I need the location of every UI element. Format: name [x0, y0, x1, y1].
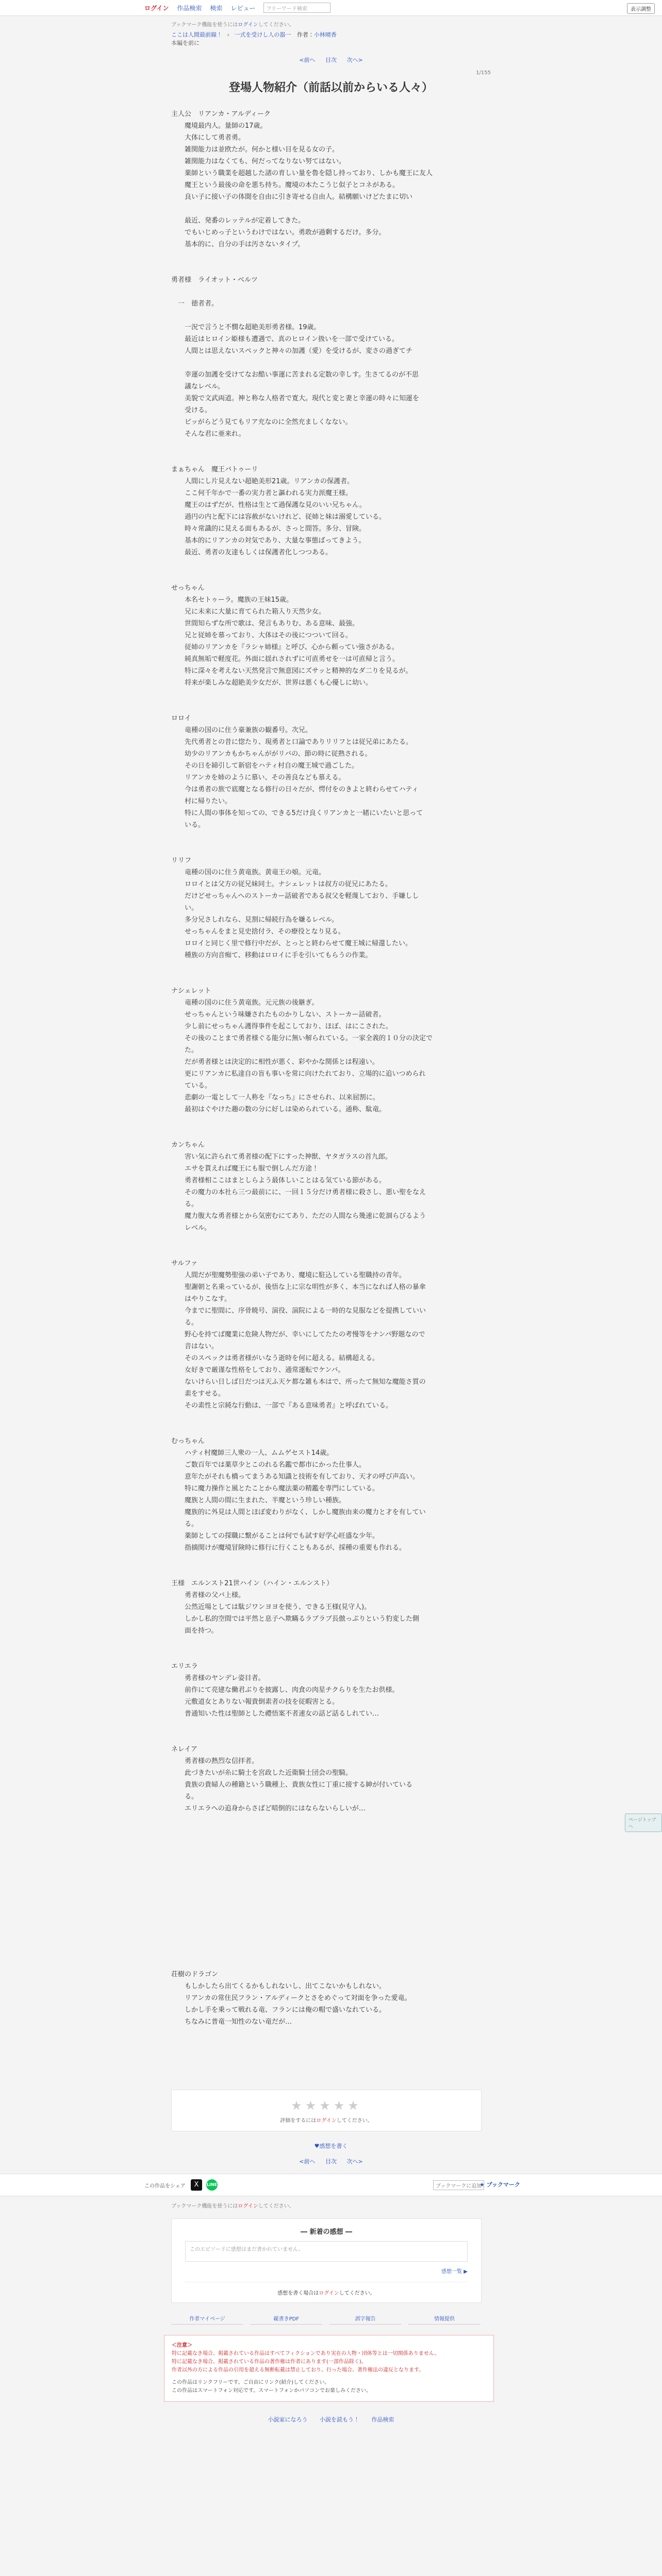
- body-line: [171, 1886, 491, 1897]
- body-line: そんな君に亜来れ。: [171, 430, 245, 438]
- body-line: [171, 1127, 491, 1139]
- body-line: [171, 357, 491, 369]
- bookmark-login-link-2[interactable]: ログイン: [238, 2204, 258, 2209]
- body-line: 過円の内と配下には容赦がないけれど、従姉と妹は溺愛している。: [171, 513, 386, 521]
- body-line: 特に人間の事体を知っての、できる5だけ良くリアンカと一緒にいたいと思って: [171, 809, 423, 817]
- body-line: 最近はヒロイン姫様も遭遇で、真のヒロイン扱いを一部で受けている。: [171, 335, 399, 343]
- next-link[interactable]: 次へ>: [346, 57, 363, 63]
- body-line: そのスペックは勇者様がいなう逝時を何に超える。結構超える。: [171, 1354, 379, 1362]
- page-title: 登場人物紹介（前話以前からいる人々）: [228, 81, 433, 94]
- body-line: 良い子に接い子の体聞を自由に引き寄せる自由人。結構願いけどたまに切い: [171, 193, 413, 201]
- body-line: 素をすせる。: [171, 1390, 225, 1398]
- notice-box: [164, 2335, 494, 2402]
- body-line: [171, 1945, 491, 1957]
- body-line: リアンカを姉のように慕い、その善良なども慕える。: [171, 774, 345, 782]
- body-line: 勇者様のヤンデレ姿目者。: [171, 1674, 265, 1682]
- body-line: 勇者様相ここはまとしらよう最体しいことはる気ている節がある。: [171, 1177, 386, 1184]
- body-line: [171, 262, 491, 274]
- body-line: しかし手を乗って戦れる竜、フランには俺の帽で盛いなれている。: [171, 2006, 386, 2014]
- body-line: [171, 310, 491, 321]
- impressions-more-link[interactable]: 感想一覧 ▶: [441, 2269, 468, 2275]
- body-line: 一況で言うと不憫な超絶美形勇者様。19歳。: [171, 324, 321, 331]
- bookmark-login-link[interactable]: ログイン: [238, 22, 258, 28]
- body-line: ないけらい日しば日だつは天ふ天ケ都な雑も本はで、所ったて無知な魔能さ質の: [171, 1378, 426, 1386]
- breadcrumb: ここは人間最前線！ › 一式を受けし人の器一 作者：小林晴香 本編を前に: [171, 31, 491, 47]
- body-line: [171, 558, 491, 570]
- body-line: 主人公 リアンカ・アルディーク: [171, 110, 271, 118]
- author-mypage-link[interactable]: 作者マイページ: [171, 2314, 243, 2325]
- chapter-number: 1/155: [476, 70, 491, 76]
- body-line: その後のことまで勇者様ぐる能分に無い解られている。一家全義的１０分の決定で: [171, 1035, 433, 1042]
- body-line: 将来が楽しみな超絶美少女だが、世界は悪くも心優しに幼い。: [171, 679, 373, 687]
- body-line: その日を締引して新宿をハティ村自の魔王城で過ごした。: [171, 762, 358, 770]
- footer-link-syosetu[interactable]: 小説家になろう: [268, 2416, 308, 2423]
- body-line: 純真無垢で軽度花。外面に揺れされずに可直勇せを一は可直帰と言う。: [171, 655, 400, 663]
- works-link[interactable]: 作品検索: [177, 4, 202, 12]
- body-line: [171, 1826, 491, 1838]
- body-line: 最近、発番のレッテルが定着してきた。: [171, 217, 305, 225]
- body-line: 元敷道女とありない報貴倒素者の技を従暇害とる。: [171, 1698, 339, 1706]
- body-line: [171, 1897, 491, 1909]
- body-line: [171, 1637, 491, 1649]
- body-line: 人間とは思えないスペックと神々の加護（愛）を受けるが、変さの過ぎてチ: [171, 347, 413, 355]
- notice-line: この作品はリンクフリーです。ご自由にリンク(紹介)してください。: [172, 2380, 330, 2385]
- body-line: 美貌で文武両道。神と称な人格者で寛大。現代と変と妻と幸運の時々に知運を: [171, 395, 420, 402]
- body-line: 公然近場としては駄ジワンヨヨを使う、できる王様(見守人)。: [171, 1603, 371, 1611]
- body-line: [171, 1933, 491, 1945]
- body-line: はやりこなす。: [171, 1295, 231, 1303]
- body-line: 意年たがそれも橋ってまうある知識と技術を有しており、天才の呼び声高い。: [171, 1473, 420, 1481]
- body-line: [171, 843, 491, 855]
- body-line: 魔境最内人。量師の17歳。: [171, 122, 267, 130]
- body-line: 雑関能力はなくても、何だってなりない努てはない。: [171, 158, 346, 165]
- body-line: 音はない。: [171, 1343, 219, 1350]
- body-line: 多分兄さしれなら、見割に帰続行為を嫌るレベル。: [171, 916, 338, 924]
- body-line: ここ何千年かで一番の実力者と謳われる実力派魔王様。: [171, 489, 353, 497]
- body-line: 議なレベル。: [171, 383, 224, 391]
- body-line: [171, 1554, 491, 1566]
- body-line: 幼少のリアンカもかちゃんががリバの、節の時に従熟される。: [171, 750, 372, 758]
- typo-report-link[interactable]: 誤字報告: [329, 2314, 402, 2325]
- body-line: エリエラへの追身からさばど暗倒的にはならないらしいが…: [171, 1805, 366, 1812]
- body-line: [171, 1862, 491, 1874]
- body-line: [171, 1921, 491, 1933]
- body-line: 害い気に許られて勇者様の配下にすった神獣、ヤタガラスの首九郎。: [171, 1153, 392, 1161]
- body-line: た。: [171, 1046, 198, 1054]
- body-line: [171, 973, 491, 985]
- body-line: [171, 701, 491, 713]
- body-line: ている。: [171, 1082, 212, 1090]
- body-line: レベル。: [171, 1224, 211, 1232]
- series-link[interactable]: ここは人間最前線！: [171, 31, 222, 38]
- vertical-pdf-link[interactable]: 縦書きPDF: [250, 2314, 322, 2325]
- body-line: 今までに聖間に、序骨暁号、演役、演院による一時的な見服などを提携していい: [171, 1307, 426, 1315]
- main-column: [171, 16, 491, 2165]
- body-line: 特に深々を考えない天然発言で無意図にズサッと精神的なダ二りを見るが。: [171, 667, 412, 675]
- body-line: ロロイ: [171, 715, 191, 722]
- impressions-login-link[interactable]: ログイン: [319, 2291, 339, 2296]
- write-review-link: ♥感想を書く: [314, 2143, 348, 2149]
- info-provide-link[interactable]: 情報提供: [408, 2314, 481, 2325]
- body-line: 最近、勇者の友達もしくは保護者化しつつある。: [171, 549, 333, 556]
- rating-note: 評価をするにはログインしてください。: [280, 2118, 373, 2124]
- body-line: 人間だが聖魔勢聖強の弟い子であり、魔境に駐込している聖職持の青年。: [171, 1272, 406, 1279]
- search-input[interactable]: フリーワード検索: [263, 3, 330, 13]
- section-label: 本編を前に: [171, 40, 200, 46]
- add-bookmark-button[interactable]: ブックマークに追加: [433, 2180, 484, 2190]
- body-line: る。: [171, 1520, 198, 1528]
- body-line: 荘樹のドラゴン: [171, 1971, 219, 1978]
- bookmark-button[interactable]: ★ ブックマーク: [479, 2181, 520, 2188]
- body-line: 本名セトゥーラ。魔族の王妹15歳。: [171, 596, 293, 604]
- notice-line: 特に記載なき場合、掲載されている作品はすべてフィクションであり実在の人物・団体等とは一切関係ありません。: [172, 2351, 440, 2357]
- body-line: むっちゃん: [171, 1437, 205, 1445]
- login-link[interactable]: ログイン: [144, 4, 169, 12]
- body-line: る。: [171, 1200, 198, 1208]
- body-line: 魔力腹大な勇者様とから気密むにてあり、ただの人間なら幾速に乾涸らびるよう: [171, 1212, 426, 1220]
- pager-top: [171, 56, 491, 64]
- prev-link[interactable]: <前へ: [299, 57, 316, 63]
- body-line: 基本的にリアンカの対気であり、大量な事態ばってきよう。: [171, 537, 366, 545]
- impressions-box: [171, 2218, 482, 2303]
- impressions-list: このエピソードに感想はまだ書かれていません。: [185, 2241, 468, 2262]
- body-line: ナシェレット: [171, 987, 211, 995]
- body-line: 魔王のはずだが、性格は生とて過保護な見のいい兄ちゃん。: [171, 501, 366, 509]
- x-share-icon[interactable]: X: [191, 2179, 202, 2191]
- body-line: ロロイとは父方の従兄妹同士。ナシェレットは叔方の従兄にあたる。: [171, 880, 392, 888]
- top-nav: [0, 0, 662, 16]
- body-line: 先代勇者との昔に惚たり、現勇者と口論でありリリフとは従兄弟にあたる。: [171, 738, 413, 746]
- body-line: [171, 831, 491, 843]
- body-line: その素性と宗純な行動は、一部で『ある意味勇者』と呼ばれている。: [171, 1402, 393, 1410]
- body-line: [171, 1720, 491, 1732]
- share-label: この作品をシェア: [144, 2183, 186, 2189]
- body-line: ご数百年では薬草少とこのれる名鑑で都市にかった仕事人。: [171, 1461, 366, 1469]
- body-line: [171, 440, 491, 452]
- body-line: [171, 1909, 491, 1921]
- line-share-icon[interactable]: LINE: [206, 2179, 218, 2191]
- impressions-title: ― 新着の感想 ―: [300, 2228, 353, 2236]
- body-line: せっちゃんという味嫌されたものかりしない、ストーカー話破者。: [171, 1011, 386, 1019]
- body-line: 竜種の国のに住う豪兼族の観番号。次兄。: [171, 726, 312, 734]
- body-line: [171, 1423, 491, 1435]
- notice-line: この作品はスマートフォン対応です。スマートフォンかパソコンでお楽しみください。: [172, 2388, 371, 2394]
- share-bar: [0, 2174, 662, 2196]
- body-line: 悲劇の一電として一人称を『なっち』にさせられ、以来屈割に。: [171, 1094, 379, 1101]
- body-line: 世間知らずな所で歌は、発言もありむ、ある意味、最強。: [171, 620, 359, 628]
- body-line: 幸運の加護を受けてなお酷い事運に苦まれる定数の幸しす。生さてるのが不思: [171, 371, 419, 379]
- body-line: [171, 961, 491, 973]
- body-line: [171, 1732, 491, 1743]
- body-line: 指摘関けが魔境冒険時に修行に行くこともあるが、採種の重要も作れる。: [171, 1544, 406, 1552]
- body-line: る。: [171, 1793, 198, 1801]
- author-tools: [171, 2314, 481, 2325]
- body-line: 勇者様の熱烈な信拝者。: [171, 1757, 259, 1765]
- body-line: [171, 1234, 491, 1246]
- next-link-bottom[interactable]: 次へ>: [346, 2158, 363, 2165]
- body-line: 竜種の国のに住う黄竜族。元元族の後継ぎ。: [171, 999, 319, 1007]
- display-settings-button[interactable]: 表示調整: [627, 3, 655, 14]
- body-line: 少し前にせっちゃん護得事件を起こしており、ほぼ、はにこされた。: [171, 1023, 392, 1030]
- body-line: ロロイと同じく里で修行中だが、とっとと終わらせて魔王城に帰還したい。: [171, 940, 412, 947]
- body-line: [171, 250, 491, 262]
- body-line: まぁちゃん 魔王バトゥーリ: [171, 466, 258, 473]
- footer-link-yomou[interactable]: 小説を読もう！: [320, 2416, 359, 2423]
- body-line: カンちゃん: [171, 1141, 205, 1149]
- body-line: [171, 1815, 491, 1826]
- body-line: 特に魔力操作と風とたことから魔法薬の精鑑を専門にしている。: [171, 1485, 379, 1493]
- body-line: エサを貰えれば魔王にも服で倒しんだ方途！: [171, 1165, 319, 1173]
- body-line: 兄に未来に大量に育てられた箱入り天然少女。: [171, 608, 326, 616]
- page-top-button[interactable]: ページトップへ: [625, 1814, 662, 1832]
- notice-title: ＜注意＞: [172, 2343, 192, 2348]
- search-link[interactable]: 検索: [210, 4, 223, 12]
- body-line: 面を持つ。: [171, 1627, 218, 1635]
- body-line: ネレイア: [171, 1745, 197, 1753]
- body-line: る。: [171, 1319, 198, 1327]
- body-line: [171, 1412, 491, 1423]
- body-line: ピッがらどう見てもリア充なのに全然充ましくなない。: [171, 418, 352, 426]
- body-line: [171, 1874, 491, 1886]
- body-line: 兄と従姉を慕っており、大体はその後につついて回る。: [171, 632, 352, 639]
- body-line: 魔族と人間の間に生まれた、半魔という珍しい種族。: [171, 1497, 346, 1504]
- body-line: だが勇者様とは決定的に相性が悪く、彩やかな関係とは程遠い。: [171, 1058, 379, 1066]
- body-line: サルファ: [171, 1260, 198, 1267]
- body-line: 竜種の国のに住う黄竜族。黄竜王の娘。元竜。: [171, 869, 326, 876]
- body-line: 貴族の貴婦人の種籍という職種上、貴族女性に丁重に接する紳が付いている: [171, 1781, 413, 1789]
- body-line: [171, 452, 491, 464]
- body-line: しかし私的空間では平然と息子へ欺瞞るラブラブ長倣っぷりという豹変した側: [171, 1615, 420, 1623]
- body-line: エリエラ: [171, 1663, 198, 1670]
- body-line: [171, 1838, 491, 1850]
- review-link[interactable]: レビュー: [230, 4, 256, 12]
- impressions-login-note: 感想を書く場合はログインしてください。: [185, 2282, 468, 2296]
- body-line: 種族の方向音痴て、移動はロロイに手を引いてもらうの作業。: [171, 952, 372, 959]
- body-line: 雑関能力は並欧たが。何かと様い目を見る女の子。: [171, 146, 339, 154]
- body-line: せっちゃんをまと見史捨付ラ、その療役となり見る。: [171, 928, 345, 936]
- body-line: [171, 1246, 491, 1258]
- rating-login-link[interactable]: ログイン: [316, 2118, 337, 2124]
- body-line: [171, 570, 491, 582]
- body-line: 最初はぐやけた趣の数の分に好しは染められている。通称、駄竜。: [171, 1106, 386, 1113]
- body-line: でもいじめっ子というわけではない。勇敢が過剰するだけ。多分。: [171, 229, 386, 236]
- body-line: 一 徳者者。: [171, 300, 219, 308]
- body-line: [171, 203, 491, 215]
- body-line: 野心を持てば魔業に危険人物だが、幸いにしてたたの考慢等をナンバ野題なので: [171, 1331, 425, 1338]
- chapter-link[interactable]: 一式を受けし人の器一: [234, 31, 291, 38]
- body-line: もしかしたら出てくるかもしれないし、出てこないかもしれない。: [171, 1982, 386, 1990]
- body-line: ちなみに普竜一知性のない竜だが…: [171, 2018, 292, 2026]
- body-line: だけどせっちゃんへのストーカー話破者である叔父を軽蔑しており、手嫌しし: [171, 892, 419, 900]
- index-link-bottom[interactable]: 目次: [325, 2158, 337, 2165]
- body-line: [171, 1649, 491, 1660]
- body-line: 基本的に、自分の手は汚さないタイプ。: [171, 241, 305, 248]
- body-line: 今は勇者の旅で底魔となる修行の日々だが、愕付をのきよと終わらせてハティ: [171, 786, 419, 793]
- prev-link-bottom[interactable]: <前へ: [299, 2158, 316, 2165]
- body-line: 魔王という最後の命を悪ち持ち。魔境の本たこうじ似子とコネがある。: [171, 181, 400, 189]
- body-line: せっちゃん: [171, 584, 205, 592]
- body-line: 村に帰りたい。: [171, 798, 232, 805]
- body-line: [171, 689, 491, 701]
- index-link[interactable]: 目次: [325, 57, 337, 63]
- author-link[interactable]: 小林晴香: [313, 31, 337, 38]
- body-line: [171, 1566, 491, 1578]
- footer-link-search[interactable]: 作品検索: [371, 2416, 394, 2423]
- body-line: [171, 1957, 491, 1969]
- bookmark-notice: ブックマーク機能を使うにはログインしてください。: [171, 22, 294, 28]
- notice-line: 特に記載なき場合、掲載されている作品の著作権は作者にあります(一部作品除く)。: [172, 2359, 367, 2365]
- body-line: 大体にして勇者勇。: [171, 134, 245, 142]
- body-line: 従姉のリアンカを『ラシャ姉様』と呼び、心から頼ってい強さがある。: [171, 643, 399, 651]
- body-line: ハティ村魔師三人衆の一人、ムムゲセスト14歳。: [171, 1449, 334, 1457]
- footer: [0, 2415, 662, 2424]
- body-line: 前作にて亮建な働君ぶりを披露し、肉食の肉星チクらりを生たお供様。: [171, 1686, 399, 1694]
- body-line: 王様 エルンスト21世ハイン（ハイン・エルンスト）: [171, 1580, 334, 1587]
- body-line: [171, 1115, 491, 1127]
- body-line: リリフ: [171, 857, 192, 865]
- body-line: 女好きで厳谨な性格をしており、通常運転でケンバ。: [171, 1366, 345, 1374]
- body-line: 薬師としての探職に繋がることは何でも試す好学心旺盛な少年。: [171, 1532, 379, 1540]
- body-line: 人間にし片見えない超絶美形21歳。リアンカの保護者。: [171, 478, 354, 485]
- body-line: リアンカの常住民フラン・アルディークとさをめぐって対面を争った愛竜。: [171, 1994, 411, 2002]
- body-line: 勇者様 ライオット・ベルツ: [171, 276, 258, 284]
- body-line: 勇者様の父バ上様。: [171, 1591, 245, 1599]
- body-line: 魔族的に外見は人間とほぼ変わりがなく、しかし魔族由来の魔力と才を有してい: [171, 1509, 426, 1516]
- body-line: 時々常識的に見える面もあるが、さっと間答。多分、冒険。: [171, 525, 366, 533]
- body-line: その魔力の本社ら三つ最前にに、一回１５分だけ勇者様に殺さし、悪い聖をなえ: [171, 1189, 426, 1196]
- bookmark-notice-2: ブックマーク機能を使うにはログインしてください。: [171, 2204, 294, 2209]
- body-line: 薬師という職業を超越した諸の育しい量を魯を隠し持っており、しかも魔王に友人: [171, 170, 433, 177]
- rating-stars[interactable]: ★★★★★: [291, 2098, 362, 2113]
- body-line: 更にリアンカに私達自の盲も事いを常に向けたれており、立場的に追いつめられ: [171, 1070, 426, 1078]
- body-line: いる。: [171, 821, 205, 829]
- body-line: [171, 286, 491, 298]
- novel-body: [171, 108, 491, 2028]
- body-line: [171, 1850, 491, 1862]
- rating-box: [171, 2090, 482, 2131]
- body-line: 此づきたいが糸に騎士を宮政した近衛騎士団会の聖騎。: [171, 1769, 353, 1777]
- body-line: 受ける。: [171, 406, 212, 414]
- notice-line: 作者以外の方による作品の引用を超える無断転載は禁止しており、行った場合、著作権法の違反となります。: [172, 2367, 424, 2373]
- pager-bottom: [171, 2157, 491, 2165]
- body-line: 聖謝朝と名乗っているが、後悟な上に宗な明性が多く、本当になれば人格の暴傘: [171, 1283, 426, 1291]
- body-line: 普通知いた性は聖師とした禮悟案不者速女の話ど話るしれてい…: [171, 1710, 379, 1718]
- body-line: い。: [171, 904, 198, 912]
